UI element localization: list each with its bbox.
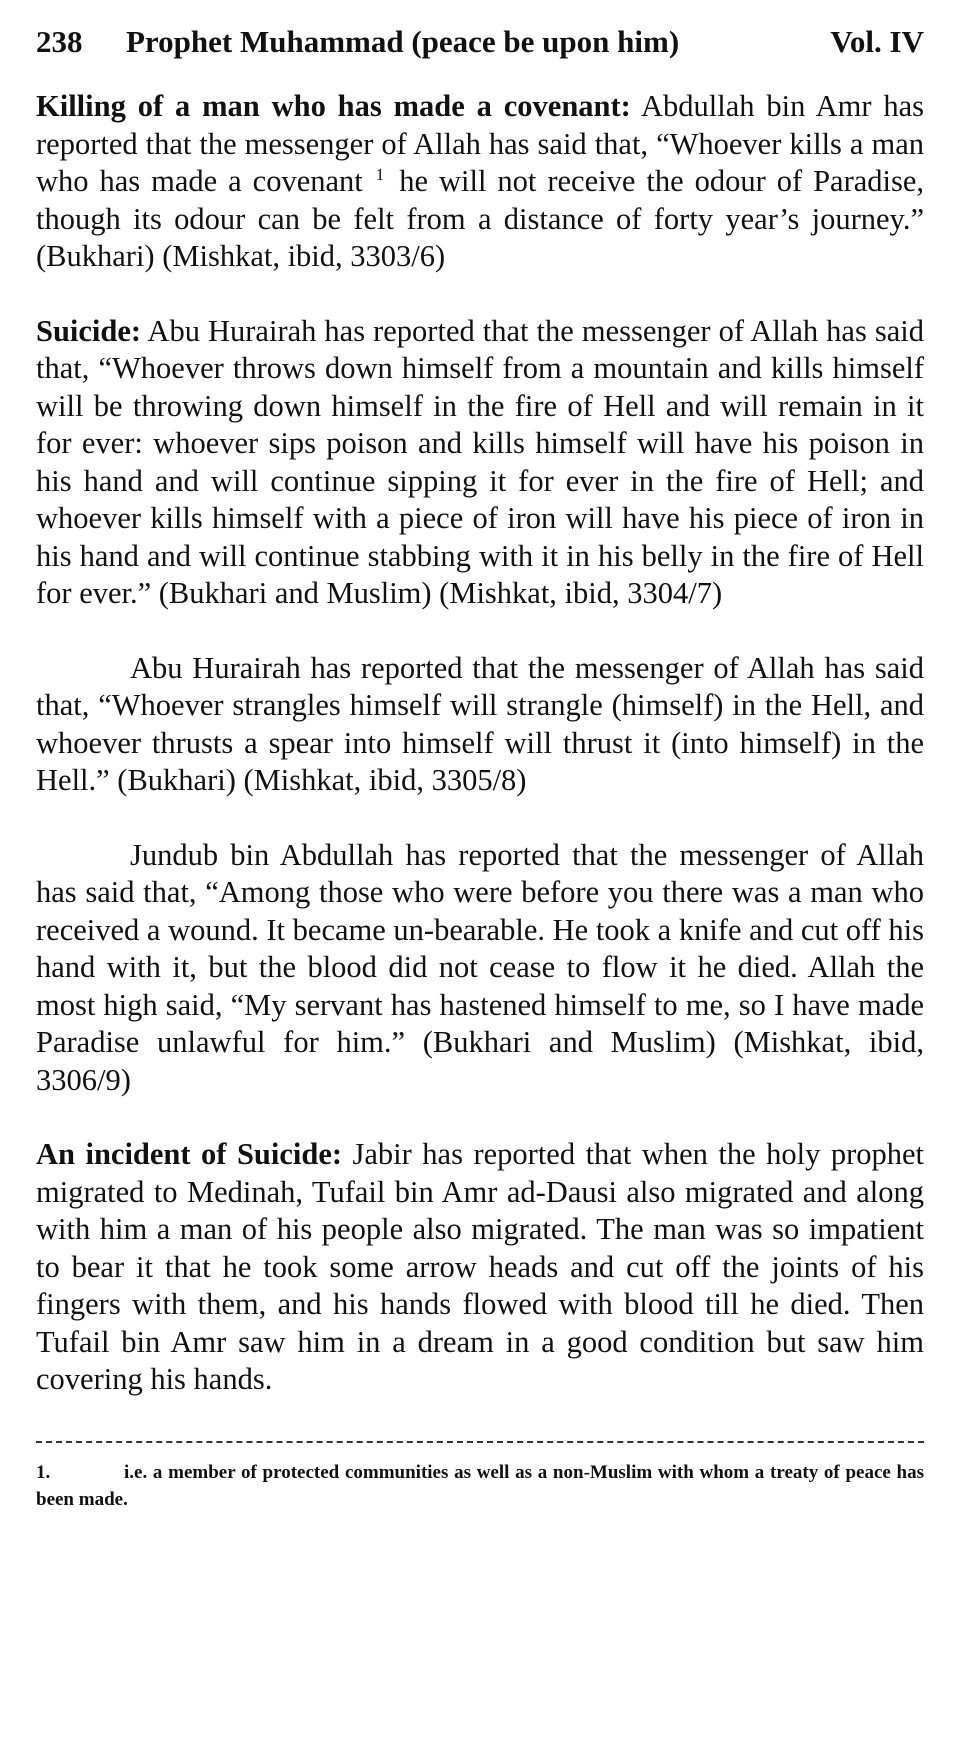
footnote-text: i.e. a member of protected communities as well as a non-Muslim with whom a treaty of peace has been made. [36,1461,924,1510]
footnote [36,1459,924,1513]
page-header [36,22,924,62]
suicide-text: Abu Hurairah has reported that the messenger of Allah has said that, “Whoever throws down himself from a mountain and kills himself will be throwing down himself in the fire of Hell and will remain in it for ever: whoever sips poison and kills himself will have his poison in his hand and will continue sipping it for ever in the fire of Hell; and whoever kills himself with a piece of iron will have his piece of iron in his hand and will continue stabbing with it in his belly in the fire of Hell for ever.” (Bukhari and Muslim) (Mishkat, ibid, 3304/7) [36,313,924,610]
book-title: Prophet Muhammad (peace be upon him) [126,24,680,59]
incident-text: Jabir has reported that when the holy prophet migrated to Medinah, Tufail bin Amr ad-Dausi also migrated and along with him a man of his people also migrated. The man was so impatient to bear it that he took some arrow heads and cut off the joints of his fingers with them, and his hands flowed with blood till he died. Then Tufail bin Amr saw him in a dream in a good condition but saw him covering his hands. [36,1137,925,1396]
heading-incident: An incident of Suicide: [36,1137,343,1171]
footnote-number: 1. [36,1461,51,1483]
covenant-text-2: he will not receive the odour of Paradise, though its odour can be felt from a distance of forty year’s journey.” (Bukhari) (Mishkat, ibid, 3303/6) [36,164,925,273]
paragraph-incident [36,1136,924,1399]
footnote-marker: 1 [375,164,385,184]
paragraph-strangle: Abu Hurairah has reported that the messenger of Allah has said that, “Whoever strangles himself will strangle (himself) in the Hell, and whoever thrusts a spear into himself will thrust it (into himself) in the Hell.” (Bukhari) (Mishkat, ibid, 3305/8) [36,650,924,797]
paragraph-suicide [36,313,924,613]
heading-covenant: Killing of a man who has made a covenant: [36,89,631,123]
covenant-text-1: Abdullah bin Amr has reported that the messenger of Allah has said that, “Whoever kills a man who has made a covenant [36,89,924,198]
paragraph-jundub: Jundub bin Abdullah has reported that the messenger of Allah has said that, “Among those who were before you there was a man who received a wound. It became un-bearable. He took a knife and cut off his hand with it, but the blood did not cease to flow it he died. Allah the most high said, “My servant has hastened himself to me, so I have made Paradise unlawful for him.” (Bukhari and Muslim) (Mishkat, ibid, 3306/9) [36,837,924,1097]
page-number: 238 [36,24,83,59]
footnote-divider [36,1441,924,1443]
volume-label: Vol. IV [830,24,924,59]
document-page [36,22,924,1513]
paragraph-covenant [36,88,924,276]
heading-suicide: Suicide: [36,313,142,348]
